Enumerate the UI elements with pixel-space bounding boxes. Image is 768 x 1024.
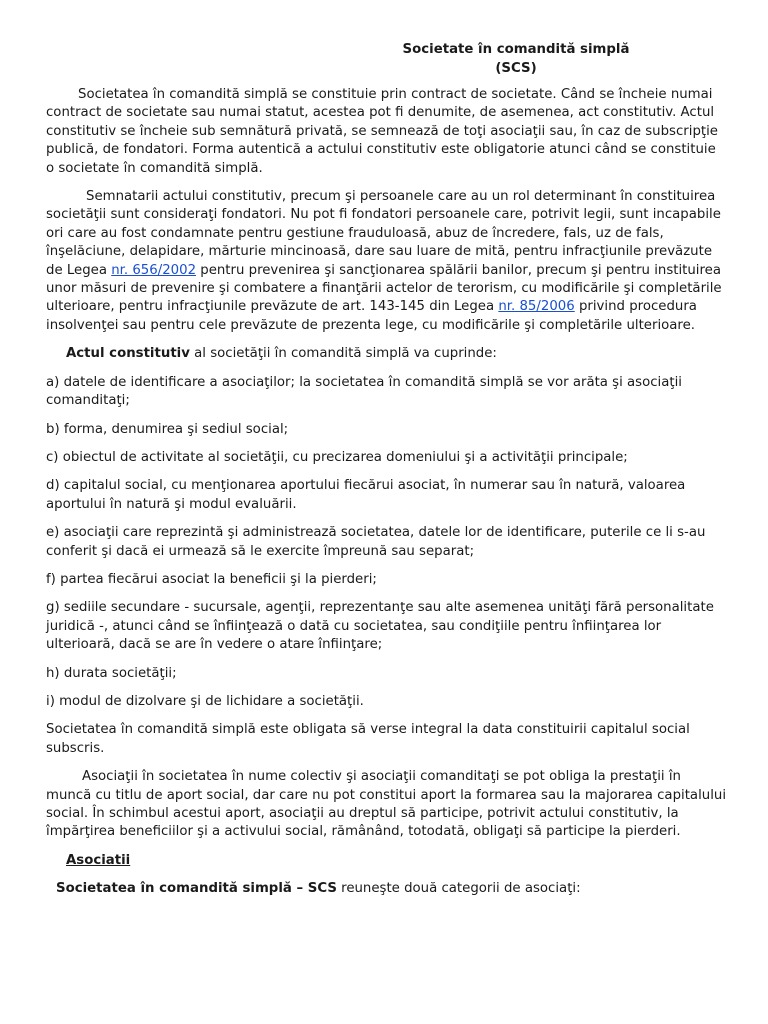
law-85-2006-link[interactable]: nr. 85/2006 [498, 299, 575, 315]
paragraph-contributions: Asociaţii în societatea în nume colectiv şi asociaţii comanditaţi se pot obliga la prestaţii în muncă cu titlu de aport social, dar care nu pot constitui aport la formarea sau la majorarea capitalului social. În schimbul acestui aport, asociaţii au dreptul să participe, potrivit actului constitutiv, la împărţirea beneficiilor şi a activului social, rămânând, totodată, obligaţi să participe la pierderi. [46, 769, 727, 840]
list-item-b: b) forma, denumirea şi sediul social; [46, 421, 289, 437]
list-item-i: i) modul de dizolvare şi de lichidare a societăţii. [46, 693, 364, 709]
section-heading-text: Asociatii [66, 852, 131, 868]
act-intro [46, 345, 726, 363]
paragraph-capital: Societatea în comandită simplă este obligata să verse integral la data constituirii capitalul social subscris. [46, 722, 690, 756]
list-item-a: a) datele de identificare a asociaţilor; la societatea în comandită simplă se vor arăta şi asociaţii comanditaţi; [46, 374, 682, 409]
list-item-e: e) asociaţii care reprezintă şi administrează societatea, datele lor de identificare, puterile ce li s-au conferit şi dacă ei urmează să le exercite împreună sau separat; [46, 525, 706, 559]
founders-text-2: pentru prevenirea şi sancţionarea spălării banilor, precum şi pentru instituirea unor măsuri de prevenire şi combatere a finanţării actelor de terorism, cu modificările şi completările ulterioare, pentru infracţiunile prevăzute de art. 143-145 din Legea [46, 262, 722, 315]
associates-rest: reuneşte două categorii de asociaţi: [336, 881, 581, 897]
law-656-2002-link[interactable]: nr. 656/2002 [111, 262, 197, 278]
paragraph-constitution: Societatea în comandită simplă se constituie prin contract de societate. Când se încheie numai contract de societate sau numai statut, acestea pot fi denumite, de asemenea, act constitutiv. Actul constitutiv se încheie sub semnătură privată, se semnează de toţi asociaţii sau, în caz de subscripţie publică, de fondatori. Forma autentică a actului constitutiv este obligatorie atunci când se constituie o societate în comandită simplă. [46, 87, 718, 176]
list-item-d: d) capitalul social, cu menţionarea aportului fiecărui asociat, în numerar sau în natură, valoarea aportului în natură şi modul evaluării. [46, 478, 686, 512]
list-item-h: h) durata societăţii; [46, 665, 177, 681]
title-line-1: Societate în comandită simplă [402, 42, 630, 57]
document-page [46, 40, 726, 909]
list-item-g: g) sediile secundare - sucursale, agenţii, reprezentanţe sau alte asemenea unităţi fără personalitate juridică -, atunci când se înfiinţează o dată cu societatea, sau condiţiile pentru înfiinţarea lor ulterioară, dacă se are în vedere o atare înfiinţare; [46, 600, 714, 653]
section-heading [46, 852, 726, 870]
associates-bold: Societatea în comandită simplă – SCS [56, 881, 337, 897]
list-item-f: f) partea fiecărui asociat la beneficii şi la pierderi; [46, 571, 377, 587]
act-intro-rest: al societăţii în comandită simplă va cuprinde: [189, 346, 497, 362]
title-line-2: (SCS) [495, 61, 537, 76]
paragraph-associates [46, 880, 726, 898]
founders-text-1: Semnatarii actului constitutiv, precum şi persoanele care au un rol determinant în constituirea societăţii sunt consideraţi fondatori. Nu pot fi fondatori persoanele care, potrivit legii, sunt incapabile ori care au fost condamnate pentru gestiune frauduloasă, abuz de încredere, fals, uz de fals, înşelăciune, delapidare, mărturie mincinoasă, dare sau luare de mită, pentru infracţiunile prevăzute de Legea [46, 189, 721, 278]
founders-text-3: privind procedura insolvenţei sau pentru cele prevăzute de prezenta lege, cu modificările şi completările ulterioare. [46, 299, 697, 333]
paragraph-founders [46, 188, 726, 335]
list-item-c: c) obiectul de activitate al societăţii, cu precizarea domeniului şi a activităţii principale; [46, 449, 628, 465]
act-intro-bold: Actul constitutiv [66, 346, 190, 362]
document-title [46, 40, 716, 78]
